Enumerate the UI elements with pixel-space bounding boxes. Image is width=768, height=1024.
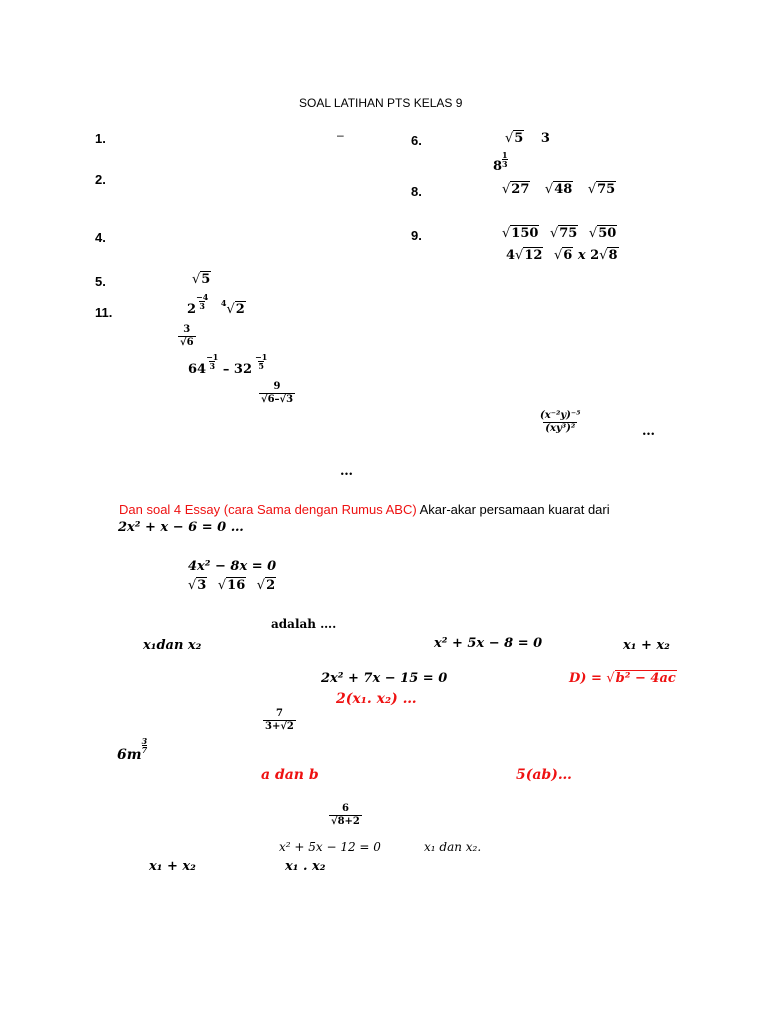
mono-exp-num: 3 — [141, 736, 148, 746]
q12-num: 3 — [183, 324, 191, 335]
q5-root: 5 — [201, 272, 211, 287]
q6-three: 3 — [540, 131, 550, 146]
question-number-6: 6. — [411, 133, 422, 148]
essay-eq-2: 4x² − 8x = 0 — [188, 559, 277, 574]
q9-root-1: 150 — [511, 226, 539, 241]
q9-expression: √150 √75 √50 — [502, 226, 617, 241]
essay-root-2: 16 — [227, 578, 246, 593]
q8-root-1: 27 — [511, 182, 530, 197]
q10-coef-2: 2 — [590, 248, 600, 263]
q8-root-2: 48 — [554, 182, 573, 197]
frac6-den: √8+2 — [331, 816, 360, 827]
q13-exp1-num: 1 — [212, 352, 219, 362]
sum-x1-x2: x₁ + x₂ — [623, 638, 670, 653]
q13-exp2-num: 1 — [261, 352, 268, 362]
dash-mark: – — [337, 128, 344, 142]
product-red: 2(x₁. x₂) … — [336, 691, 417, 707]
q7-exp-den: 3 — [502, 159, 508, 169]
q8-expression: √27 √48 √75 — [502, 182, 616, 197]
q13-expression: 64 $\frac{-1}{3}$ – 32 $\frac{-1}{5}$ — [188, 352, 268, 377]
q10-coef: 4 — [506, 248, 516, 263]
q14-den: √6–√3 — [261, 394, 294, 405]
q10-expression: 4√12 √6 x 2√8 — [506, 248, 618, 263]
q13-exp2-den: 5 — [258, 361, 264, 371]
q12-fraction: $\frac{3}{√6}$ — [180, 324, 194, 348]
product-x1-x2: x₁ . x₂ — [285, 859, 326, 874]
frac6-num: 6 — [341, 803, 349, 814]
question-number-8: 8. — [411, 184, 422, 199]
q11-base: 2 — [187, 302, 197, 317]
x1-dan-x2-small: x₁ dan x₂. — [424, 840, 482, 854]
question-number-5: 5. — [95, 274, 106, 289]
q7-expression — [493, 150, 508, 176]
essay-heading-black: Akar-akar persamaan kuarat dari — [416, 502, 610, 517]
q13-base-1: 64 — [188, 362, 207, 377]
q8-root-3: 75 — [597, 182, 616, 197]
essay-eq-5: x² + 5x − 12 = 0 — [279, 840, 381, 854]
question-number-2: 2. — [95, 172, 106, 187]
q10-root-1: 12 — [524, 248, 543, 263]
q12-den-root: 6 — [186, 337, 194, 348]
essay-heading-red: Dan soal 4 Essay (cara Sama dengan Rumus ABC) — [119, 502, 417, 517]
q6-expression: √5 3 — [505, 131, 550, 146]
q10-times: x — [577, 248, 586, 263]
ellipsis-1: … — [642, 424, 655, 439]
essay-heading — [119, 502, 610, 517]
page-title: SOAL LATIHAN PTS KELAS 9 — [299, 96, 463, 110]
frac7-num: 7 — [275, 708, 283, 719]
q15-num: (x⁻²y)⁻⁵ — [540, 410, 581, 421]
q15-fraction — [538, 410, 583, 435]
q14-num: 9 — [273, 381, 281, 392]
q9-root-2: 75 — [559, 226, 578, 241]
five-ab: 5(ab)… — [516, 767, 572, 783]
q6-root: 5 — [514, 131, 524, 146]
a-dan-b: a dan b — [261, 767, 319, 783]
q7-exp-num: 1 — [502, 150, 508, 160]
x1-dan-x2: x₁dan x₂ — [143, 638, 202, 653]
q15-den: (xy³)² — [545, 423, 576, 434]
essay-eq-3: x² + 5x − 8 = 0 — [434, 636, 543, 651]
discriminant-formula: D) = √b² − 4ac — [569, 671, 676, 686]
ellipsis-2: … — [340, 464, 353, 479]
essay-root-3: 2 — [266, 578, 276, 593]
question-number-9: 9. — [411, 228, 422, 243]
q11-exp-num: 4 — [202, 292, 209, 302]
q14-fraction — [259, 381, 295, 406]
disc-label: D) = — [569, 671, 607, 686]
sum-x1-x2-bottom: x₁ + x₂ — [149, 859, 196, 874]
q11-expression: 2 $\frac{-4}{3}$ $^4$√2 — [187, 292, 245, 317]
question-number-11: 11. — [95, 305, 113, 320]
mono-exp-den: 7 — [141, 745, 148, 755]
q11-exp-den: 3 — [199, 301, 205, 311]
disc-arg: b² − 4ac — [615, 671, 676, 686]
q13-minus-32: – 32 — [222, 362, 253, 377]
adalah-text: adalah …. — [271, 617, 337, 631]
frac7-den: 3+√2 — [265, 721, 294, 732]
essay-eq-4: 2x² + 7x − 15 = 0 — [321, 671, 448, 686]
essay-roots: √3 √16 √2 — [188, 578, 276, 593]
q5-expression: √5 — [192, 272, 211, 287]
q9-root-3: 50 — [598, 226, 617, 241]
question-number-1: 1. — [95, 131, 106, 146]
q11-root-index: 4 — [220, 298, 227, 308]
q10-root-3: 8 — [608, 248, 618, 263]
essay-eq-1: 2x² + x − 6 = 0 … — [118, 520, 244, 535]
q11-root-arg: 2 — [235, 302, 245, 317]
q10-root-2: 6 — [563, 248, 573, 263]
mono-base: 6m — [117, 747, 142, 763]
q13-exp1-den: 3 — [209, 361, 216, 371]
question-number-4: 4. — [95, 230, 106, 245]
frac-6 — [329, 803, 362, 828]
q7-base: 8 — [493, 159, 503, 174]
frac-7 — [263, 708, 296, 733]
monomial-6m — [117, 736, 148, 764]
essay-root-1: 3 — [197, 578, 207, 593]
